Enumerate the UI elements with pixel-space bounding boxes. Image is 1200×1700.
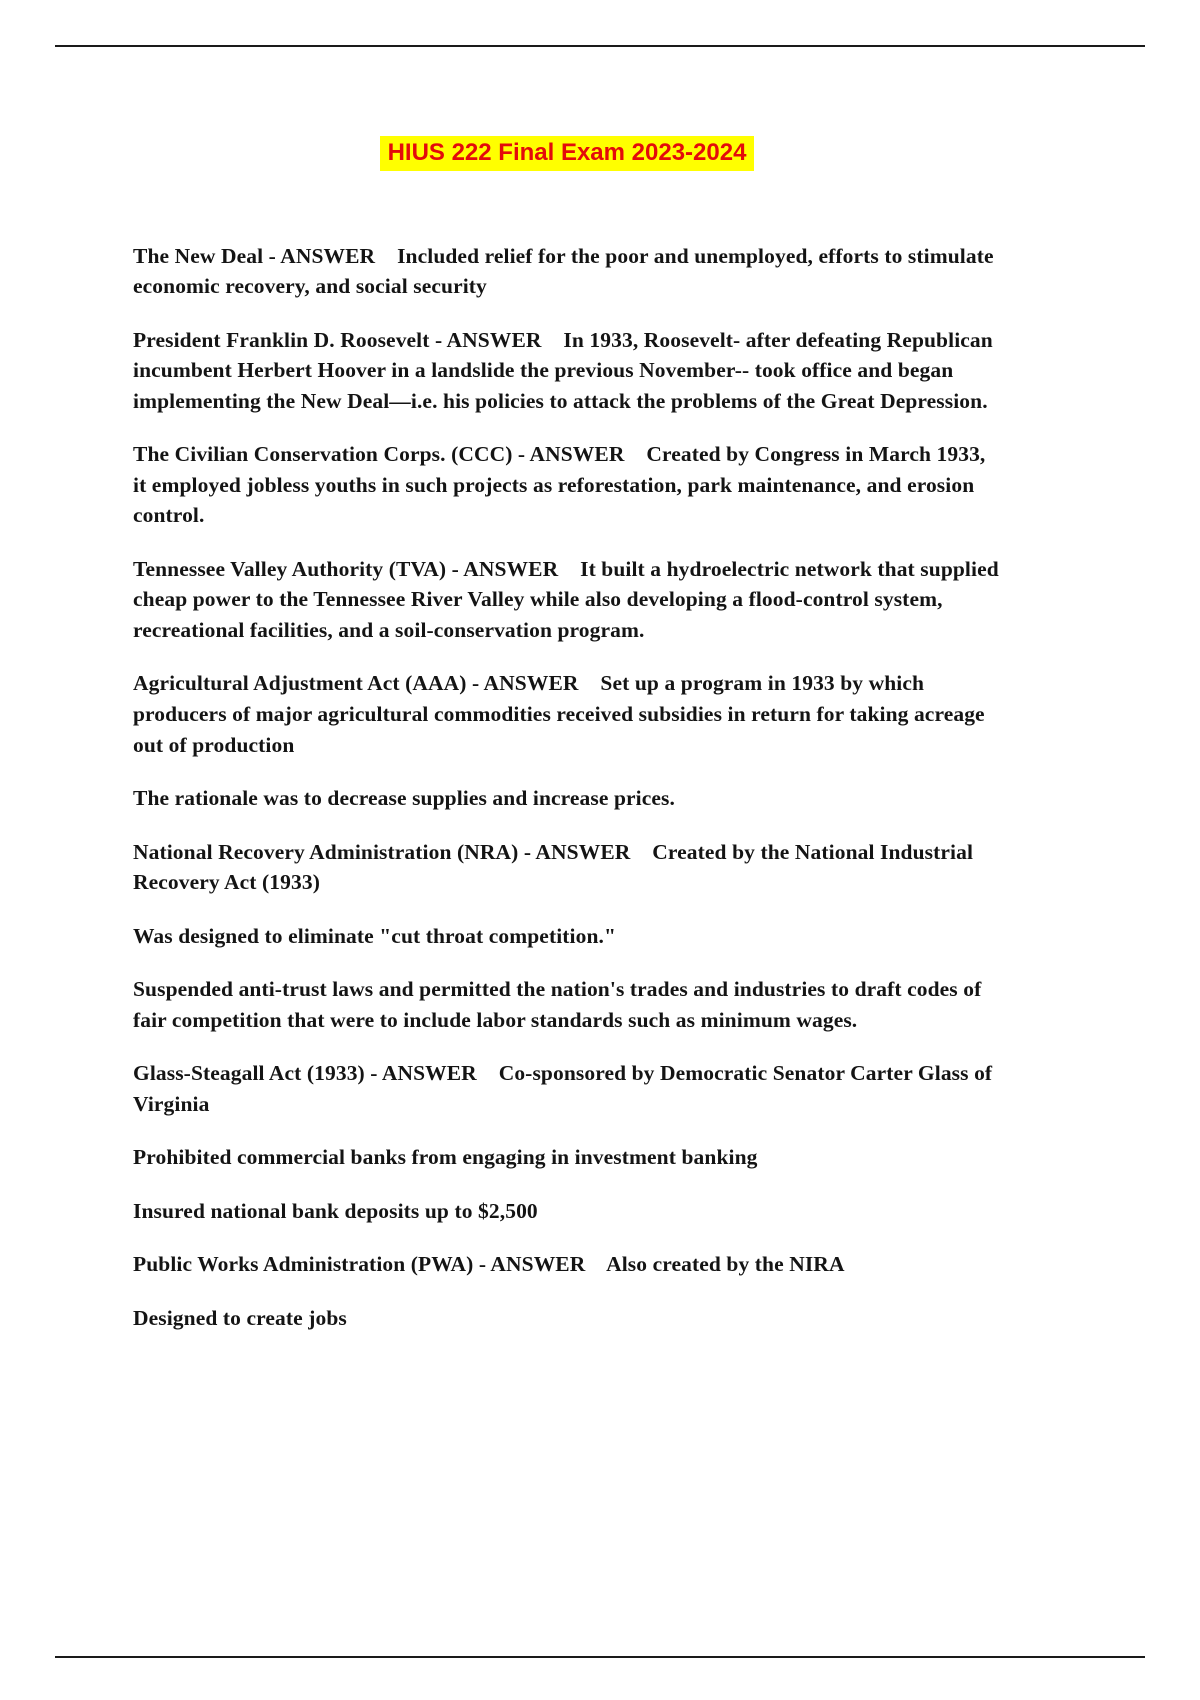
paragraph: Suspended anti-trust laws and permitted the nation's trades and industries to draft codes of fair competition that were to include labor standards such as minimum wages.	[133, 977, 987, 1032]
paragraph: Designed to create jobs	[133, 1305, 347, 1330]
paragraph: National Recovery Administration (NRA) - ANSWER Created by the National Industrial Recovery Act (1933)	[133, 839, 979, 895]
paragraph: Agricultural Adjustment Act (AAA) - ANSWER Set up a program in 1933 by which producers of major agricultural commodities received subsidies in return for taking acreage out of production	[133, 671, 991, 757]
document-content	[133, 0, 1005, 1356]
paragraph: Public Works Administration (PWA) - ANSWER Also created by the NIRA	[133, 1252, 845, 1277]
bottom-horizontal-rule	[55, 1656, 1145, 1658]
paragraph: Tennessee Valley Authority (TVA) - ANSWER It built a hydroelectric network that supplied cheap power to the Tennessee River Valley while also developing a flood-control system, recreational facilities, and a soil-conservation program.	[133, 556, 1005, 642]
title-container	[133, 136, 1001, 171]
document-title: HIUS 222 Final Exam 2023-2024	[380, 136, 755, 171]
paragraph: Prohibited commercial banks from engaging in investment banking	[133, 1145, 758, 1170]
document-body	[133, 241, 1005, 1333]
paragraph: The Civilian Conservation Corps. (CCC) - ANSWER Created by Congress in March 1933, it employed jobless youths in such projects as reforestation, park maintenance, and erosion control.	[133, 442, 991, 528]
paragraph: The New Deal - ANSWER Included relief for the poor and unemployed, efforts to stimulate economic recovery, and social security	[133, 243, 1000, 299]
paragraph: President Franklin D. Roosevelt - ANSWER In 1933, Roosevelt- after defeating Republican incumbent Herbert Hoover in a landslide the previous November-- took office and began implementing the New Deal—i.e. his policies to attack the problems of the Great Depression.	[133, 327, 999, 413]
paragraph: Insured national bank deposits up to $2,500	[133, 1198, 538, 1223]
paragraph: The rationale was to decrease supplies and increase prices.	[133, 786, 675, 811]
paragraph: Glass-Steagall Act (1933) - ANSWER Co-sponsored by Democratic Senator Carter Glass of Virginia	[133, 1061, 998, 1116]
paragraph: Was designed to eliminate "cut throat competition."	[133, 923, 617, 948]
